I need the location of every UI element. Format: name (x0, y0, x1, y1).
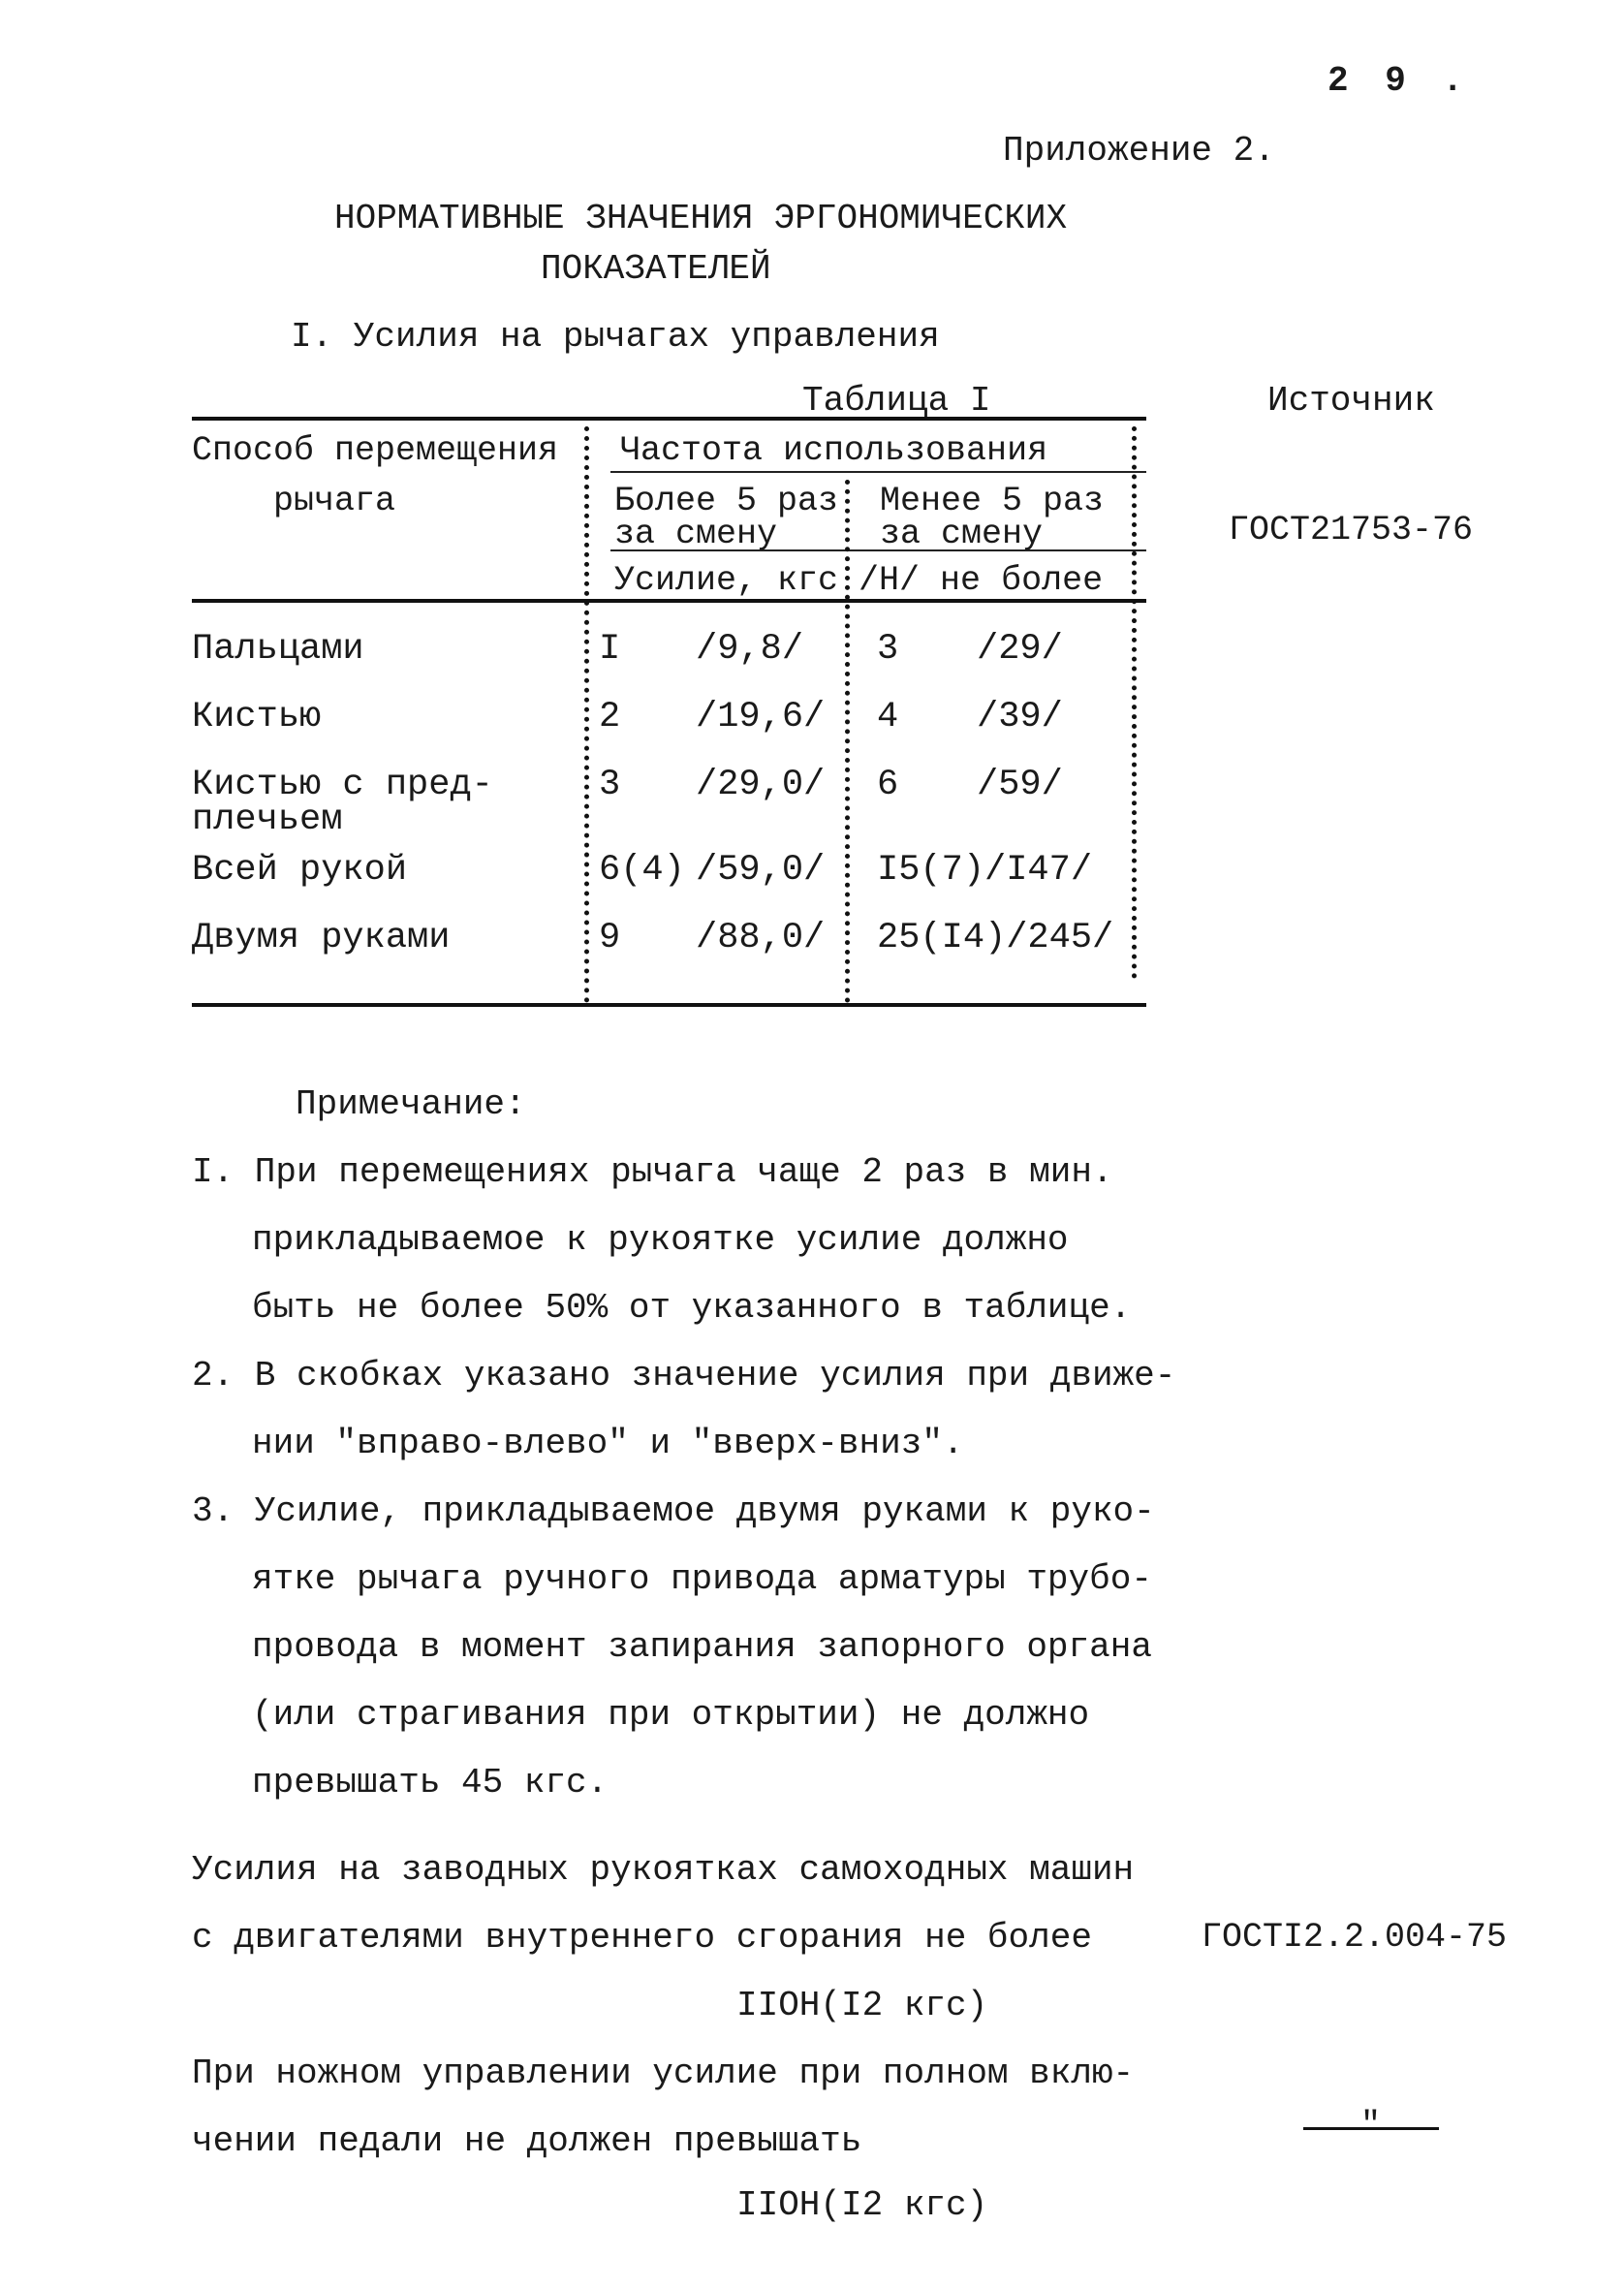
table-row-method: Кистью с пред- (192, 765, 493, 805)
paragraph-line: При ножном управлении усилие при полном вклю- (192, 2054, 1135, 2093)
table-cell-more-n: /59,0/ (696, 850, 826, 891)
page-number: 2 9 . (1327, 61, 1472, 101)
table-cell-more-kgf: 6(4) (599, 850, 685, 891)
table-cell-less-kgf: 25(I4)/245/ (877, 918, 1114, 958)
table-row-method-line2: плечьем (192, 800, 343, 840)
column-header-less-line2: за смену (880, 515, 1044, 553)
column-header-more-line2: за смену (614, 515, 778, 553)
unit-row: Усилие, кгс /Н/ не более (614, 561, 1104, 600)
table-row-method: Всей рукой (192, 850, 408, 891)
table-cell-less-n: /29/ (977, 629, 1063, 670)
table-cell-more-kgf: 9 (599, 918, 621, 958)
table-cell-more-kgf: 2 (599, 697, 621, 737)
document-title-line1: НОРМАТИВНЫЕ ЗНАЧЕНИЯ ЭРГОНОМИЧЕСКИХ (334, 199, 1068, 238)
table-cell-less-n: /39/ (977, 697, 1063, 737)
table-caption: Таблица I (802, 381, 991, 421)
column-header-more: Более 5 раз (614, 482, 839, 520)
table-bottom-rule (192, 1003, 1146, 1007)
note-line: I. При перемещениях рычага чаще 2 раз в мин. (192, 1152, 1113, 1192)
ditto-mark: " (1360, 2106, 1382, 2145)
source-column-header: Источник (1267, 381, 1435, 421)
table-cell-less-kgf: 4 (877, 697, 899, 737)
column-separator-right (1132, 426, 1137, 979)
note-line: 2. В скобках указано значение усилия при движе- (192, 1356, 1176, 1395)
paragraph-line: чении педали не должен превышать (192, 2121, 862, 2161)
table-cell-less-kgf: I5(7)/I47/ (877, 850, 1093, 891)
document-title-line2: ПОКАЗАТЕЛЕЙ (541, 249, 771, 289)
note-line: 3. Усилие, прикладываемое двумя руками к руко- (192, 1491, 1155, 1531)
paragraph-line: Усилия на заводных рукоятках самоходных машин (192, 1850, 1135, 1890)
table-cell-less-n: /59/ (977, 765, 1063, 805)
appendix-label: Приложение 2. (1003, 131, 1275, 171)
table-cell-more-n: /29,0/ (696, 765, 826, 805)
table-cell-more-n: /19,6/ (696, 697, 826, 737)
table-cell-less-kgf: 3 (877, 629, 899, 670)
note-line: нии "вправо-влево" и "вверх-вниз". (252, 1424, 964, 1463)
note-line: провода в момент запирания запорного органа (252, 1627, 1152, 1667)
note-line: быть не более 50% от указанного в таблице. (252, 1288, 1132, 1328)
table-cell-more-n: /88,0/ (696, 918, 826, 958)
column-separator-left (584, 426, 589, 1003)
paragraph-line: с двигателями внутреннего сгорания не более (192, 1918, 1092, 1958)
table-top-rule (192, 417, 1146, 421)
column-header-method-line2: рычага (273, 482, 396, 520)
column-header-less: Менее 5 раз (880, 482, 1105, 520)
table-cell-less-kgf: 6 (877, 765, 899, 805)
frequency-underline (610, 471, 1146, 473)
table-row-method: Двумя руками (192, 918, 451, 958)
column-separator-middle (845, 480, 850, 1003)
note-line: превышать 45 кгс. (252, 1763, 609, 1803)
column-header-frequency: Частота использования (620, 431, 1048, 470)
column-header-method: Способ перемещения (192, 431, 559, 470)
table-cell-more-kgf: I (599, 629, 621, 670)
section-heading: I. Усилия на рычагах управления (291, 317, 940, 357)
table-cell-more-n: /9,8/ (696, 629, 804, 670)
notes-heading: Примечание: (296, 1084, 526, 1124)
table-row-method: Кистью (192, 697, 322, 737)
table-source-citation: ГОСТ21753-76 (1229, 511, 1474, 549)
note-line: (или страгивания при открытии) не должно (252, 1695, 1090, 1735)
paragraph-value: IIOН(I2 кгс) (736, 2185, 988, 2225)
table-row-method: Пальцами (192, 629, 364, 670)
paragraph-source-citation: ГОСТI2.2.004-75 (1202, 1918, 1508, 1957)
table-cell-more-kgf: 3 (599, 765, 621, 805)
paragraph-value: IIOН(I2 кгс) (736, 1986, 988, 2025)
note-line: ятке рычага ручного привода арматуры трубо- (252, 1559, 1152, 1599)
note-line: прикладываемое к рукоятке усилие должно (252, 1220, 1069, 1260)
